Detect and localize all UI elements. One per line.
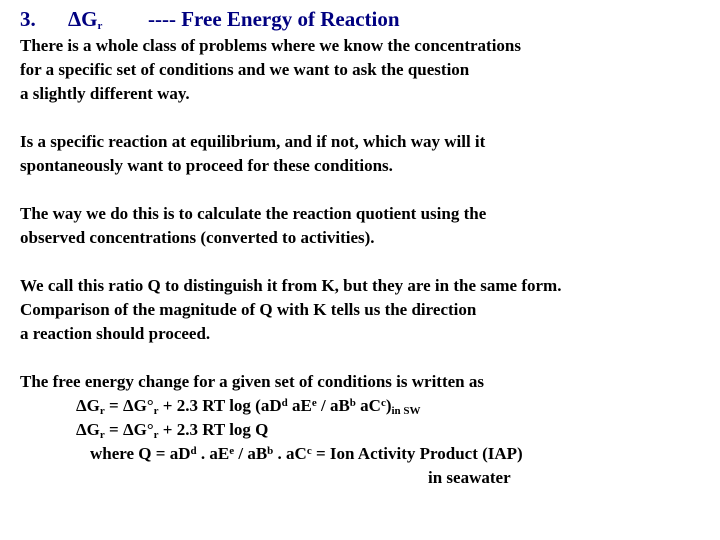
text-line: Is a specific reaction at equilibrium, and if not, which way will it: [20, 132, 486, 151]
text-line: spontaneously want to proceed for these conditions.: [20, 156, 393, 175]
title-text: ---- Free Energy of Reaction: [148, 7, 400, 31]
equation-seawater-note: in seawater: [428, 468, 511, 487]
paragraph-free-energy-intro: [20, 370, 484, 394]
text-line: The free energy change for a given set of conditions is written as: [20, 372, 484, 391]
text-line: Comparison of the magnitude of Q with K tells us the direction: [20, 300, 477, 319]
text-line: for a specific set of conditions and we want to ask the question: [20, 60, 470, 79]
paragraph-problem-class: [20, 34, 521, 106]
text-line: There is a whole class of problems where we know the concentrations: [20, 36, 522, 55]
paragraph-q-vs-k: [20, 274, 561, 346]
text-line: a reaction should proceed.: [20, 324, 211, 343]
text-line: a slightly different way.: [20, 84, 190, 103]
text-line: We call this ratio Q to distinguish it from K, but they are in the same form.: [20, 276, 562, 295]
equation-delta-g-activities: $\Delta G_r = \Delta G^\circ_r + 2.3$ RT $\log (aD^d$ $aE^e / aB^b$ $aC^c)_{in SW}$: [76, 396, 421, 417]
text-line: The way we do this is to calculate the reaction quotient using the: [20, 204, 487, 223]
text-line: observed concentrations (converted to activities).: [20, 228, 375, 247]
paragraph-reaction-quotient: [20, 202, 486, 250]
paragraph-equilibrium-question: [20, 130, 485, 178]
section-number: 3.: [20, 7, 36, 31]
equation-q-definition: where $Q = aD^d$ . $aE^e / aB^b$ . $aC^c$ = Ion Activity Product (IAP): [90, 444, 523, 463]
equation-delta-g-q: $\Delta G_r = \Delta G^\circ_r + 2.3$ RT log Q: [76, 420, 269, 441]
delta-g-symbol: $\Delta G_r$: [68, 7, 103, 32]
